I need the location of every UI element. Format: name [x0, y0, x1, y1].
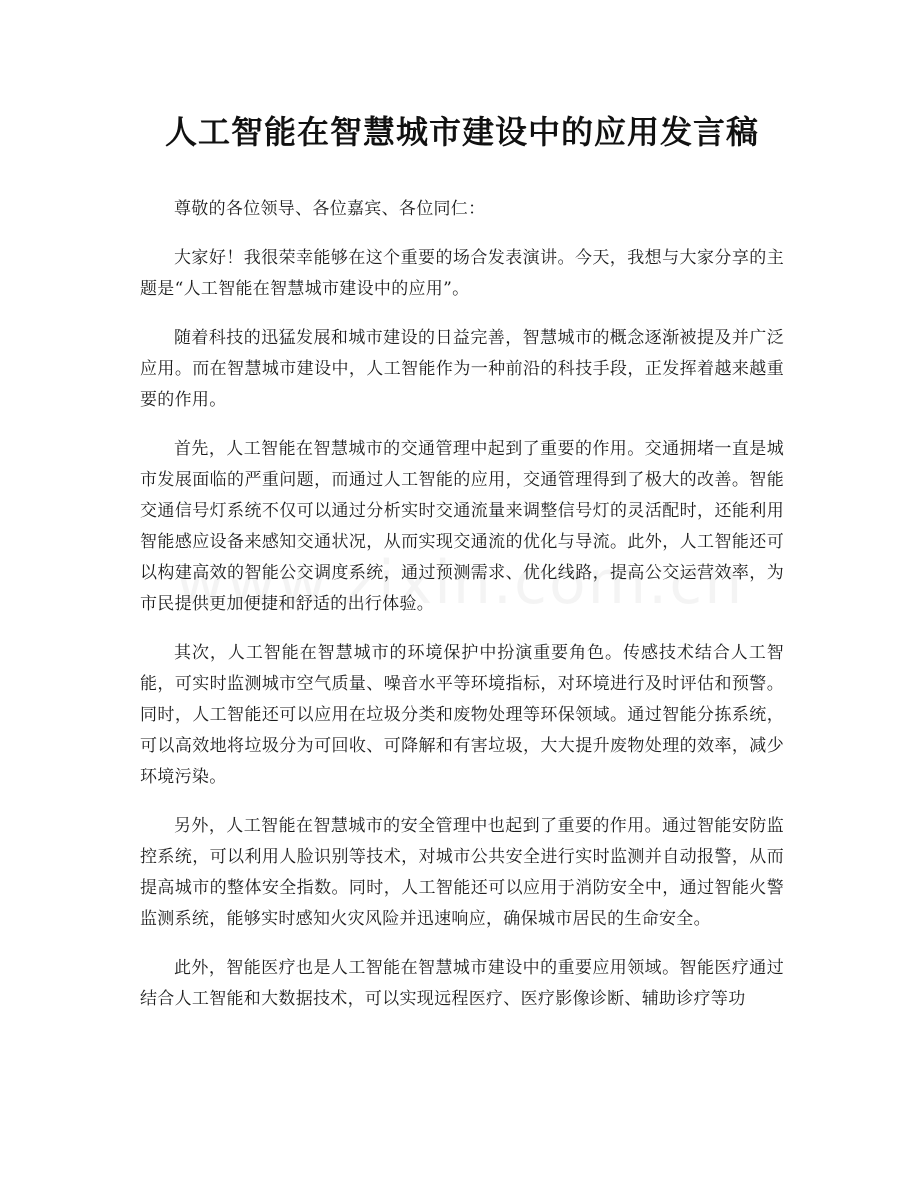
paragraph-environmental-protection: 其次，人工智能在智慧城市的环境保护中扮演重要角色。传感技术结合人工智能，可实时监测城市空气质量、噪音水平等环境指标，对环境进行及时评估和预警。同时，人工智能还可以应用在垃圾分类和废物处理等环保领域。通过智能分拣系统，可以高效地将垃圾分为可回收、可降解和有害垃圾，大大提升废物处理的效率，减少环境污染。	[140, 643, 784, 787]
paragraph-introduction: 随着科技的迅猛发展和城市建设的日益完善，智慧城市的概念逐渐被提及并广泛应用。而在智慧城市建设中，人工智能作为一种前沿的科技手段，正发挥着越来越重要的作用。	[140, 328, 784, 410]
paragraph-greeting: 大家好！我很荣幸能够在这个重要的场合发表演讲。今天，我想与大家分享的主题是“人工智能在智慧城市建设中的应用”。	[140, 248, 784, 299]
paragraph-traffic-management: 首先，人工智能在智慧城市的交通管理中起到了重要的作用。交通拥堵一直是城市发展面临的严重问题，而通过人工智能的应用，交通管理得到了极大的改善。智能交通信号灯系统不仅可以通过分析实时交通流量来调整信号灯的灵活配时，还能利用智能感应设备来感知交通状况，从而实现交通流的优化与导流。此外，人工智能还可以构建高效的智能公交调度系统，通过预测需求、优化线路，提高公交运营效率，为市民提供更加便捷和舒适的出行体验。	[140, 439, 784, 614]
paragraph-smart-healthcare: 此外，智能医疗也是人工智能在智慧城市建设中的重要应用领域。智能医疗通过结合人工智能和大数据技术，可以实现远程医疗、医疗影像诊断、辅助诊疗等功	[140, 958, 784, 1009]
document-title: 人工智能在智慧城市建设中的应用发言稿	[164, 113, 759, 151]
paragraph-salutation: 尊敬的各位领导、各位嘉宾、各位同仁：	[174, 199, 486, 219]
paragraph-safety-management: 另外，人工智能在智慧城市的安全管理中也起到了重要的作用。通过智能安防监控系统，可以利用人脸识别等技术，对城市公共安全进行实时监测并自动报警，从而提高城市的整体安全指数。同时，人工智能还可以应用于消防安全中，通过智能火警监测系统，能够实时感知火灾风险并迅速响应，确保城市居民的生命安全。	[140, 816, 784, 929]
